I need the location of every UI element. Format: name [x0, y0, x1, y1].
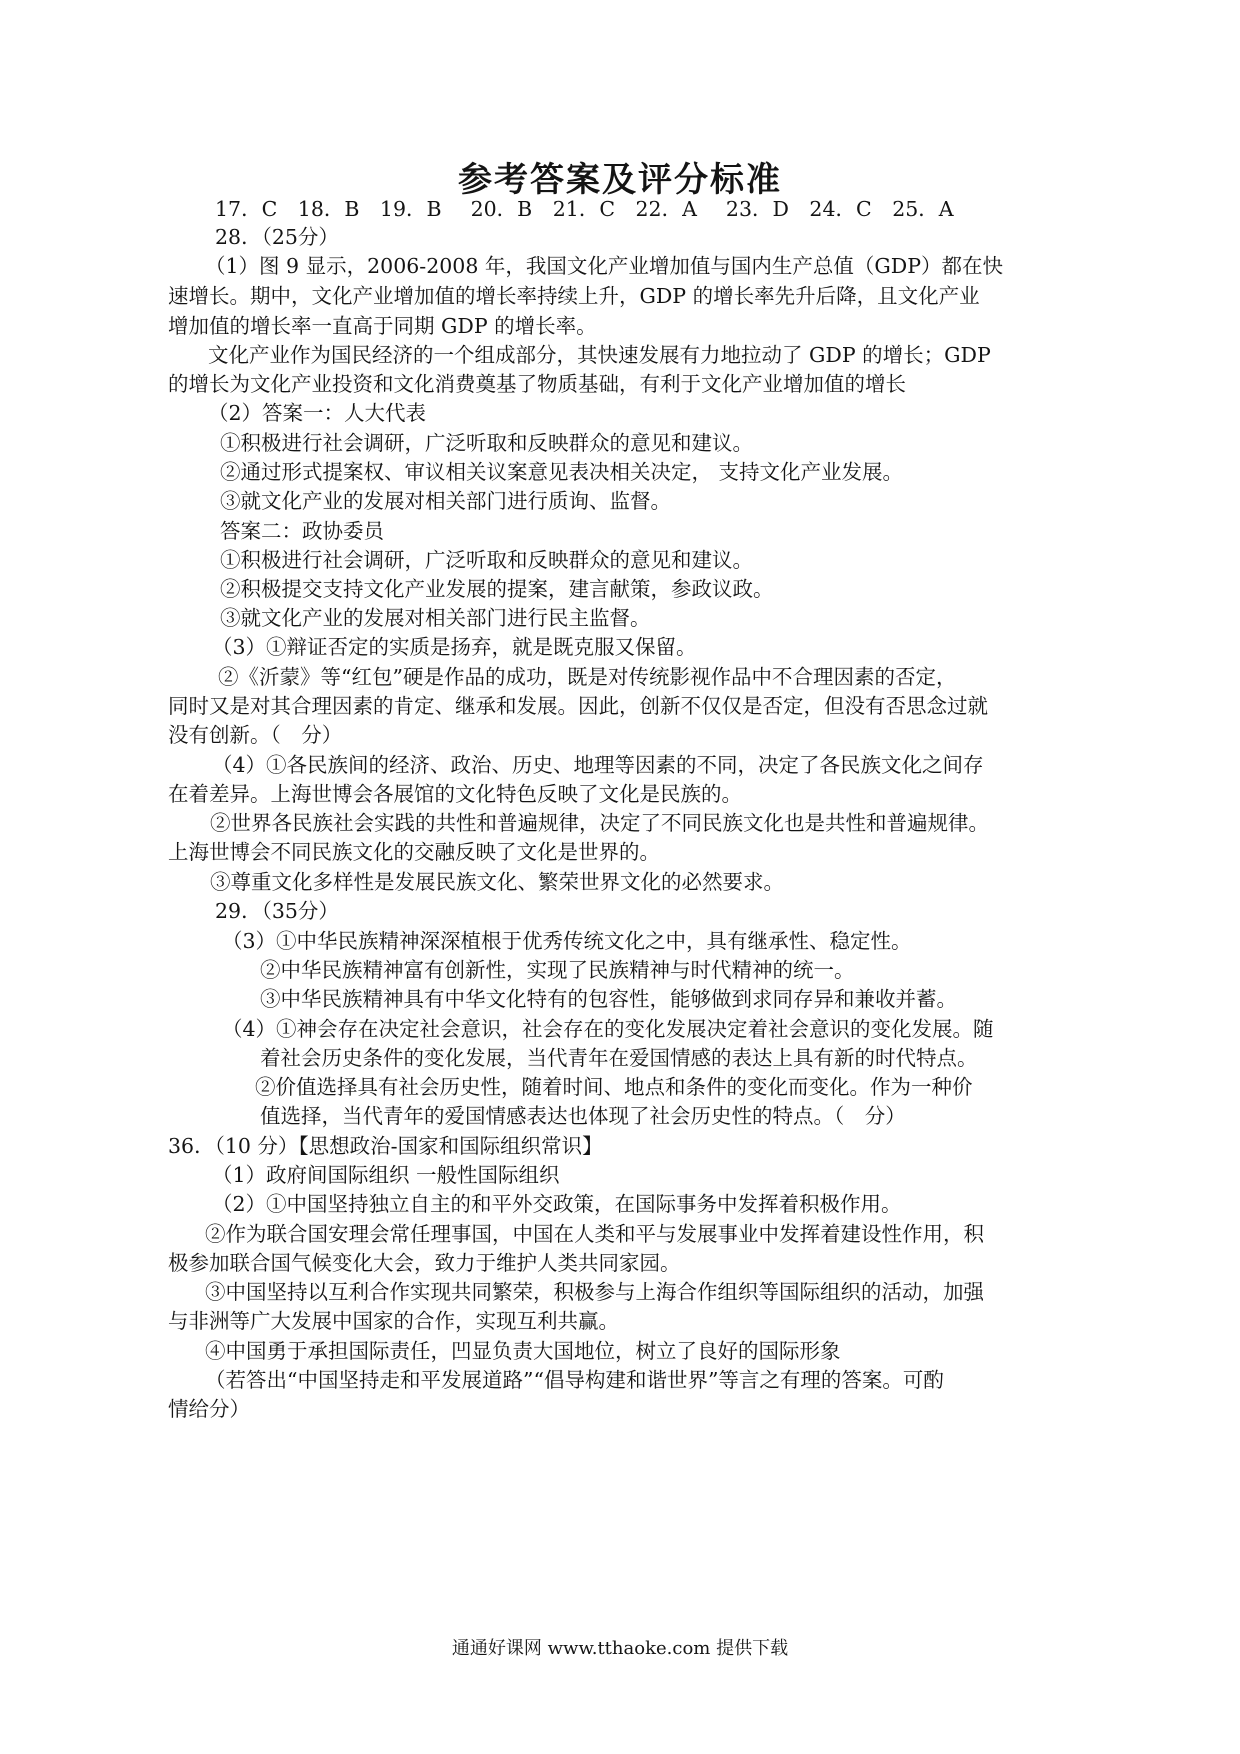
answer-line-q28-2: 答案二：政协委员 — [220, 519, 384, 543]
answer-line-q36-2: 与非洲等广大发展中国家的合作，实现互利共赢。 — [168, 1309, 619, 1333]
answer-line-q28-2: ②积极提交支持文化产业发展的提案，建言献策，参政议政。 — [220, 577, 774, 601]
answer-line-choice: 17．C 18．B 19．B 20．B 21．C 22．A 23．D 24．C 25．A — [215, 197, 954, 221]
answer-line-q28-2: ③就文化产业的发展对相关部门进行民主监督。 — [220, 606, 651, 630]
answer-line-q28-3: 没有创新。（ 分） — [168, 723, 343, 747]
answer-line-q36-2: ②作为联合国安理会常任理事国，中国在人类和平与发展事业中发挥着建设性作用，积 — [205, 1222, 984, 1246]
answer-line-q28-1: （1）图 9 显示，2006-2008 年，我国文化产业增加值与国内生产总值（GDP）都在快 — [205, 254, 1004, 278]
answer-line-q28-4: ③尊重文化多样性是发展民族文化、繁荣世界文化的必然要求。 — [210, 870, 784, 894]
answer-line-q28-1: 增加值的增长率一直高于同期 GDP 的增长率。 — [168, 314, 597, 338]
answer-line-q29-4: 着社会历史条件的变化发展，当代青年在爱国情感的表达上具有新的时代特点。 — [260, 1046, 978, 1070]
answer-line-q28-1: 的增长为文化产业投资和文化消费奠基了物质基础，有利于文化产业增加值的增长 — [168, 372, 906, 396]
answer-line-q36-2: （2）①中国坚持独立自主的和平外交政策，在国际事务中发挥着积极作用。 — [212, 1192, 902, 1216]
answer-line-q28-2: ①积极进行社会调研，广泛听取和反映群众的意见和建议。 — [220, 548, 753, 572]
answer-line-q36-note: （若答出“中国坚持走和平发展道路”“倡导构建和谐世界”等言之有理的答案。可酌 — [205, 1368, 944, 1392]
answer-line-q29-4: ②价值选择具有社会历史性，随着时间、地点和条件的变化而变化。作为一种价 — [255, 1075, 973, 1099]
answer-line-q28-2: ③就文化产业的发展对相关部门进行质询、监督。 — [220, 489, 671, 513]
answer-line-q28-2: ①积极进行社会调研，广泛听取和反映群众的意见和建议。 — [220, 431, 753, 455]
answer-line-q28-1: 速增长。期中，文化产业增加值的增长率持续上升，GDP 的增长率先升后降，且文化产业 — [168, 284, 980, 308]
answer-line-q28-3: 同时又是对其合理因素的肯定、继承和发展。因此，创新不仅仅是否定，但没有否思念过就 — [168, 694, 988, 718]
answer-line-q36-2: 极参加联合国气候变化大会，致力于维护人类共同家园。 — [168, 1251, 681, 1275]
answer-line-q28-1: 文化产业作为国民经济的一个组成部分，其快速发展有力地拉动了 GDP 的增长；GDP — [208, 343, 991, 367]
page-footer: 通通好课网 www.tthaoke.com 提供下载 — [451, 1638, 789, 1659]
answer-line-q36-header: 36．（10 分）【思想政治-国家和国际组织常识】 — [168, 1134, 603, 1158]
answer-line-q36-2: ③中国坚持以互利合作实现共同繁荣，积极参与上海合作组织等国际组织的活动，加强 — [205, 1280, 984, 1304]
answer-line-q29-4: （4）①神会存在决定社会意识，社会存在的变化发展决定着社会意识的变化发展。随 — [222, 1017, 994, 1041]
page-title: 参考答案及评分标准 — [458, 160, 782, 200]
answer-line-q28-4: 在着差异。上海世博会各展馆的文化特色反映了文化是民族的。 — [168, 782, 742, 806]
answer-line-q28-3: ②《沂蒙》等“红包”硬是作品的成功，既是对传统影视作品中不合理因素的否定， — [218, 665, 957, 689]
answer-line-q28-2: （2）答案一：人大代表 — [208, 401, 427, 425]
answer-line-q28-4: 上海世博会不同民族文化的交融反映了文化是世界的。 — [168, 840, 660, 864]
answer-line-q28-4: ②世界各民族社会实践的共性和普遍规律，决定了不同民族文化也是共性和普遍规律。 — [210, 811, 989, 835]
answer-line-q29-4: 值选择，当代青年的爱国情感表达也体现了社会历史性的特点。（ 分） — [260, 1104, 906, 1128]
answer-line-q29-header: 29．（35分） — [215, 899, 339, 923]
answer-line-q28-4: （4）①各民族间的经济、政治、历史、地理等因素的不同，决定了各民族文化之间存 — [212, 753, 984, 777]
answer-line-q29-3: （3）①中华民族精神深深植根于优秀传统文化之中，具有继承性、稳定性。 — [222, 929, 912, 953]
answer-line-q29-3: ②中华民族精神富有创新性，实现了民族精神与时代精神的统一。 — [260, 958, 855, 982]
answer-line-q28-3: （3）①辩证否定的实质是扬弃，就是既克服又保留。 — [212, 635, 697, 659]
answer-line-q28-header: 28．（25分） — [215, 225, 339, 249]
answer-line-q28-2: ②通过形式提案权、审议相关议案意见表决相关决定， 支持文化产业发展。 — [220, 460, 904, 484]
answer-line-q36-1: （1）政府间国际组织 一般性国际组织 — [212, 1163, 560, 1187]
answer-line-q36-2: ④中国勇于承担国际责任，凹显负责大国地位，树立了良好的国际形象 — [205, 1339, 841, 1363]
answer-line-q36-note: 情给分） — [168, 1397, 250, 1421]
answer-line-q29-3: ③中华民族精神具有中华文化特有的包容性，能够做到求同存异和兼收并蓄。 — [260, 987, 957, 1011]
